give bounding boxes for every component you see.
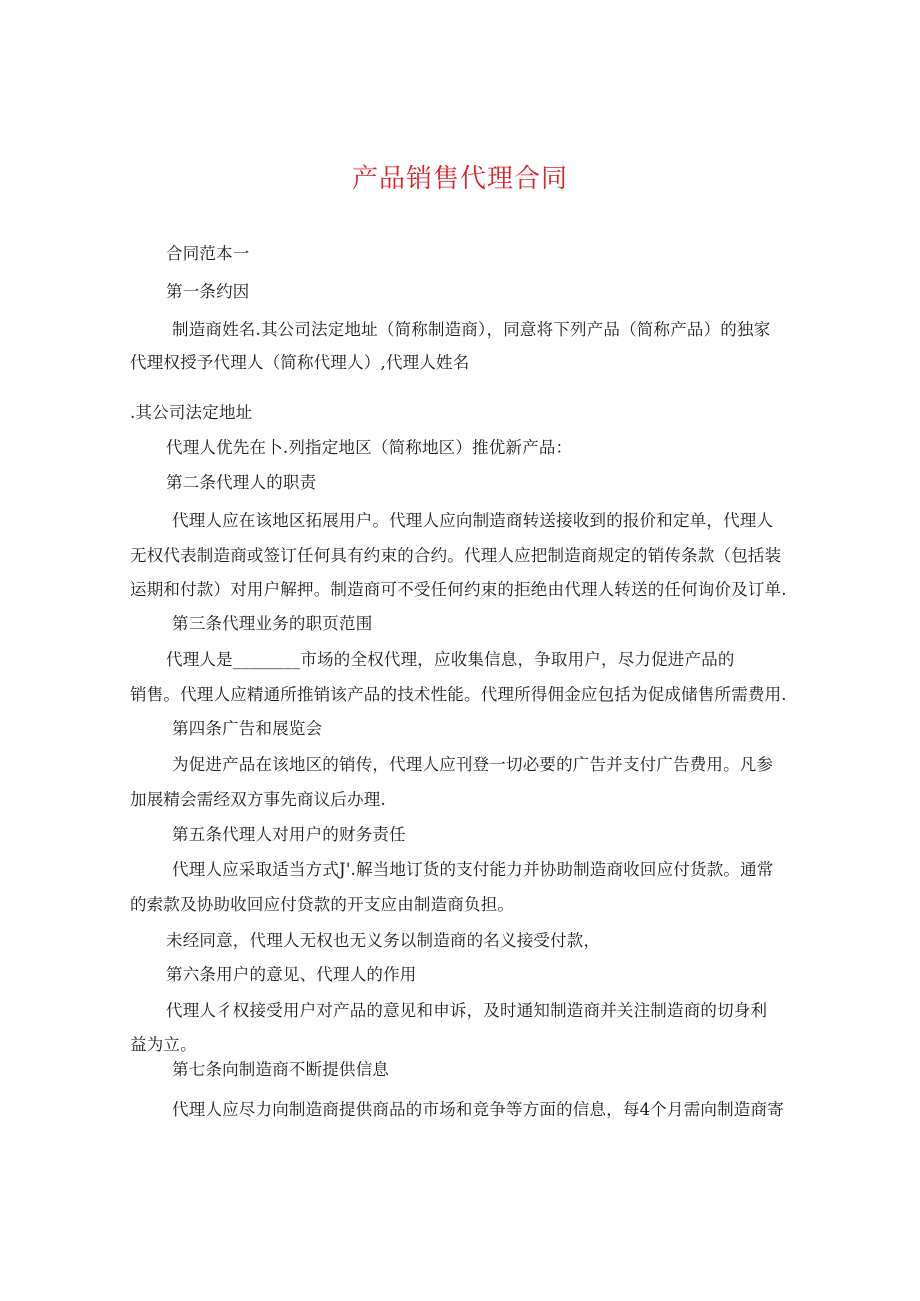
doc-line: 无权代表制造商或签订任何具有约束的合约。代理人应把制造商规定的销传条款（包括装 [130, 546, 782, 565]
doc-line: .其公司法定地址 [130, 403, 253, 422]
doc-line-template-label: 合同范本一 [166, 244, 250, 263]
doc-line-clause-4-heading: 第四条广告和展览会 [172, 719, 323, 738]
document-title: 产品销售代理合同 [351, 164, 568, 194]
doc-line: 未经同意，代理人无权也无义务以制造商的名义接受付款， [166, 931, 601, 950]
doc-line: 代理权授予代理人（简称代理人）,代理人姓名 [130, 353, 470, 372]
doc-line: 代理人应尽力向制造商提供商品的市场和竞争等方面的信息，每4个月需向制造商寄 [172, 1100, 784, 1119]
doc-line: 销售。代理人应精通所推销该产品的技术性能。代理所得佣金应包括为促成储售所需费用. [130, 685, 787, 704]
doc-line: 的索款及协助收回应付贷款的开支应由制造商负担。 [130, 895, 515, 914]
doc-line: 代理人彳权接受用户对产品的意见和申诉，及时通知制造商并关注制造商的切身利 [166, 1001, 768, 1020]
doc-line-clause-2-heading: 第二条代理人的职责 [166, 473, 317, 492]
doc-line-clause-5-heading: 第五条代理人对用户的财务责任 [172, 825, 406, 844]
doc-line: 制造商姓名.其公司法定地址（简称制造商），同意将下列产品（简称产品）的独家 [172, 320, 771, 339]
doc-line: 为促进产品在该地区的销传，代理人应刊登一切必要的广告并支付广告费用。凡参 [172, 755, 774, 774]
doc-line: 代理人应采取适当方式J'.解当地订货的支付能力并协助制造商收回应付货款。通常 [172, 860, 774, 879]
doc-line: 代理人优先在卜.列指定地区（简称地区）推优新产品： [166, 438, 573, 457]
doc-line: 加展精会需经双方事先商议后办理. [130, 790, 386, 809]
doc-line: 代理人是________市场的全权代理，应收集信息，争取用户，尽力促进产品的 [166, 650, 735, 669]
doc-line: 代理人应在该地区拓展用户。代理人应向制造商转送接收到的报价和定单，代理人 [172, 511, 774, 530]
doc-line-clause-6-heading: 第六条用户的意见、代理人的作用 [166, 965, 417, 984]
doc-line: 运期和付款）对用户解押。制造商可不受任何约束的拒绝由代理人转送的任何询价及订单. [130, 580, 787, 599]
doc-line-clause-7-heading: 第七条向制造商不断提供信息 [172, 1060, 390, 1079]
doc-line-clause-3-heading: 第三条代理业务的职页范围 [172, 614, 373, 633]
doc-line: 益为立。 [130, 1035, 197, 1054]
doc-line-clause-1-heading: 第一条约因 [166, 282, 250, 301]
